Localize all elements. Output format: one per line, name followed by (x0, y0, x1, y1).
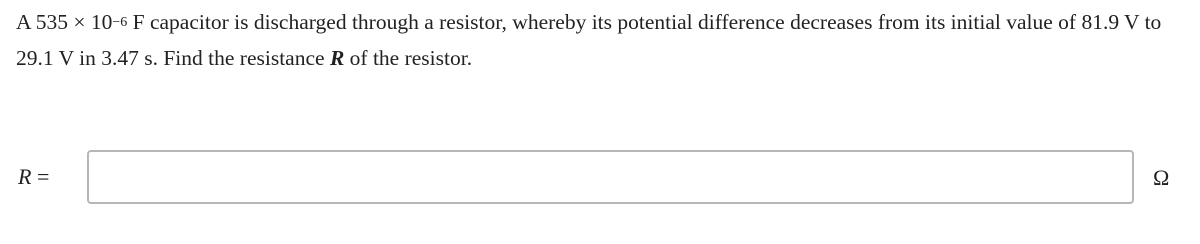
answer-label (18, 163, 49, 191)
resistance-answer-input[interactable] (87, 150, 1134, 204)
answer-row (0, 150, 1200, 206)
answer-variable: R (18, 164, 32, 189)
question-text-part1: A 535 × 10 (16, 10, 113, 34)
answer-equals-sign: = (31, 164, 50, 189)
question-variable: R (329, 46, 345, 70)
question-text-part2: F capacitor is discharged through a resistor, whereby its potential difference decreases from its initial value of 81.9 V to 29.1 V in 3.47 s. Find the resistance (16, 10, 1162, 70)
question-exponent: −6 (112, 15, 128, 30)
question-text (16, 4, 1184, 76)
ohm-unit-label: Ω (1153, 165, 1170, 190)
question-text-part3: of the resistor. (344, 46, 473, 70)
